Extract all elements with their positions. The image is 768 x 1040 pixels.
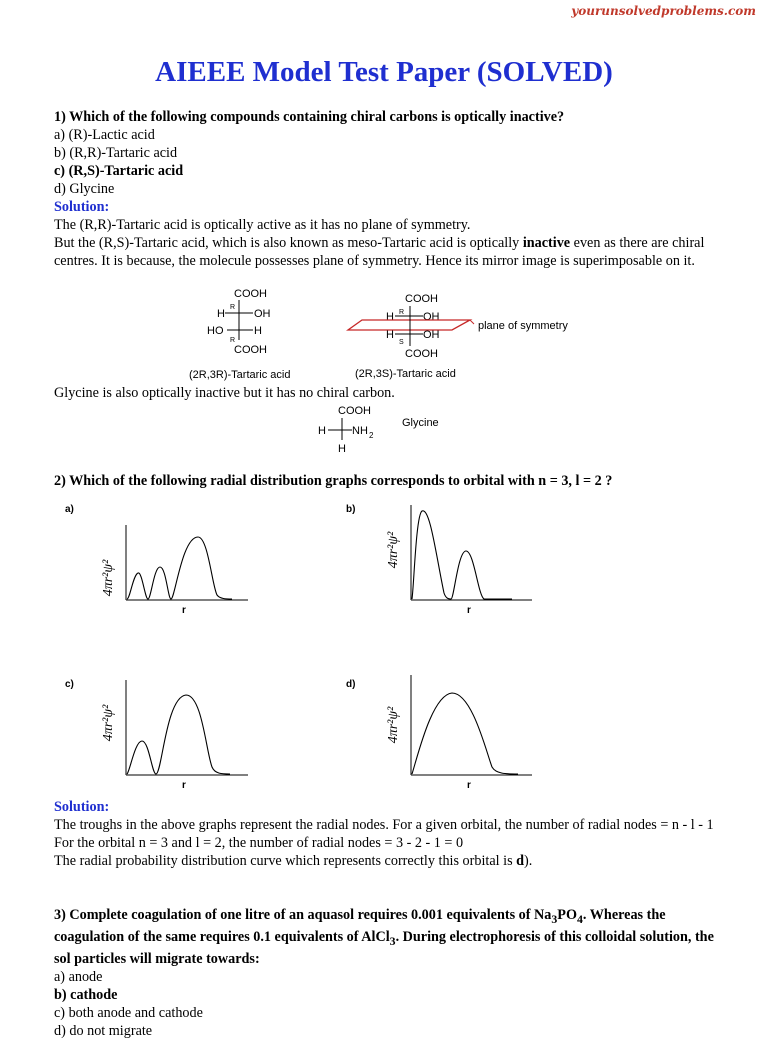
q1-solution-line1: The (R,R)-Tartaric acid is optically active as it has no plane of symmetry. — [54, 217, 471, 233]
radial-graphs — [0, 495, 768, 805]
glycine-structure — [300, 400, 460, 458]
rr-top-cooh: COOH — [234, 288, 267, 300]
graph-d-curve — [412, 693, 518, 774]
rs-bottom-cooh: COOH — [405, 348, 438, 360]
graph-c-curve — [127, 695, 230, 774]
q3-sub1: 3 — [551, 911, 558, 926]
q3-text-d: . During electrophoresis of this colloidal solution, the sol particles will migrate towards: — [54, 928, 714, 967]
q2-sol3-b: ). — [524, 853, 533, 869]
q3-text-c: . Whereas the coagulation of the same requires 0.1 equivalents of AlCl — [54, 907, 666, 945]
question-2-text: 2) Which of the following radial distribution graphs corresponds to orbital with n = 3, l = 2 ? — [54, 473, 613, 489]
rr-ho2: HO — [207, 325, 224, 337]
q3-sub2: 4 — [576, 911, 583, 926]
q3-option-a: a) anode — [54, 968, 103, 985]
question-3-text — [54, 906, 722, 968]
graph-c-y-label: 4πr²ψ² — [101, 704, 116, 742]
tartaric-structures — [0, 282, 768, 386]
rr-bottom-cooh: COOH — [234, 344, 267, 356]
page-title: AIEEE Model Test Paper (SOLVED) — [155, 56, 613, 88]
graph-d-y-label: 4πr²ψ² — [386, 706, 401, 744]
watermark: yourunsolvedproblems.com — [571, 4, 756, 18]
q3-option-b: b) cathode — [54, 986, 118, 1003]
q2-solution-label: Solution: — [54, 799, 110, 815]
question-1-text: 1) Which of the following compounds containing chiral carbons is optically inactive? — [54, 109, 565, 125]
graph-a-x-label: r — [182, 605, 186, 616]
plane-of-symmetry-label: plane of symmetry — [478, 320, 568, 332]
graph-c — [65, 679, 248, 791]
rs-caption: (2R,3S)-Tartaric acid — [355, 368, 456, 380]
q3-option-d: d) do not migrate — [54, 1022, 153, 1039]
rs-top-cooh: COOH — [405, 293, 438, 305]
glycine-nh: NH — [352, 425, 368, 437]
rr-r1: R — [230, 304, 236, 311]
q2-solution-line1: The troughs in the above graphs represent the radial nodes. For a given orbital, the number of radial nodes = n - l - 1 — [54, 817, 714, 833]
graph-a — [65, 504, 248, 616]
rs-oh2: OH — [423, 329, 440, 341]
question-3 — [54, 906, 722, 1040]
graph-d-label: d) — [346, 679, 356, 690]
q3-sub3: 3 — [389, 933, 396, 948]
q1-solution-label: Solution: — [54, 199, 110, 215]
q1-solution-line2 — [54, 234, 722, 270]
glycine-nh-sub: 2 — [369, 431, 374, 440]
q3-option-c: c) both anode and cathode — [54, 1004, 203, 1021]
rr-oh1: OH — [254, 308, 271, 320]
graph-a-label: a) — [65, 504, 74, 515]
q2-sol3-a: The radial probability distribution curve which represents correctly this orbital is — [54, 853, 517, 869]
rs-tartaric-structure — [348, 293, 568, 380]
glycine-cooh: COOH — [338, 405, 371, 417]
rs-s2: S — [399, 339, 404, 346]
rs-oh1: OH — [423, 311, 440, 323]
glycine-note: Glycine is also optically inactive but it has no chiral carbon. — [54, 385, 395, 401]
q2-sol3-bold: d — [516, 853, 525, 869]
rr-h2: H — [254, 325, 262, 337]
q1-option-d: d) Glycine — [54, 181, 115, 197]
graph-c-label: c) — [65, 679, 74, 690]
graph-b-label: b) — [346, 504, 356, 515]
q1-sol-text-a: But the (R,S)-Tartaric acid, which is also known as meso-Tartaric acid is optically — [54, 235, 523, 251]
rr-r2: R — [230, 337, 236, 344]
graph-b — [346, 504, 532, 616]
graph-b-x-label: r — [467, 605, 471, 616]
q3-text-b: PO — [557, 907, 577, 923]
q1-option-b: b) (R,R)-Tartaric acid — [54, 145, 178, 161]
rs-h2: H — [386, 329, 394, 341]
graph-d — [346, 675, 532, 791]
glycine-label: Glycine — [402, 417, 439, 429]
rr-tartaric-structure — [189, 288, 290, 381]
graph-c-x-label: r — [182, 780, 186, 791]
q1-sol-bold: inactive — [522, 235, 571, 251]
q1-option-c: c) (R,S)-Tartaric acid — [54, 163, 184, 179]
rr-caption: (2R,3R)-Tartaric acid — [189, 369, 291, 381]
question-1 — [54, 108, 722, 270]
q1-sol-text-b: even as there are chiral centres. It is because, the molecule possesses plane of symmetry. Hence its mirror image is superimposable on it. — [54, 235, 705, 269]
glycine-h-left: H — [318, 425, 326, 437]
q3-text-a: 3) Complete coagulation of one litre of an aquasol requires 0.001 equivalents of Na — [54, 907, 552, 923]
graph-d-x-label: r — [467, 780, 471, 791]
graph-a-y-label: 4πr²ψ² — [101, 559, 116, 597]
q1-option-a: a) (R)-Lactic acid — [54, 127, 155, 143]
graph-a-curve — [127, 537, 232, 599]
graph-b-y-label: 4πr²ψ² — [386, 531, 401, 569]
glycine-h-bottom: H — [338, 443, 346, 455]
graph-b-curve — [412, 511, 512, 599]
q2-solution-line2: For the orbital n = 3 and l = 2, the number of radial nodes = 3 - 2 - 1 = 0 — [54, 835, 464, 851]
q2-solution — [54, 798, 722, 870]
rr-h1: H — [217, 308, 225, 320]
rs-r1: R — [399, 309, 405, 316]
rs-h1: H — [386, 311, 394, 323]
symmetry-plane — [348, 320, 470, 330]
q2-solution-line3 — [54, 852, 722, 870]
